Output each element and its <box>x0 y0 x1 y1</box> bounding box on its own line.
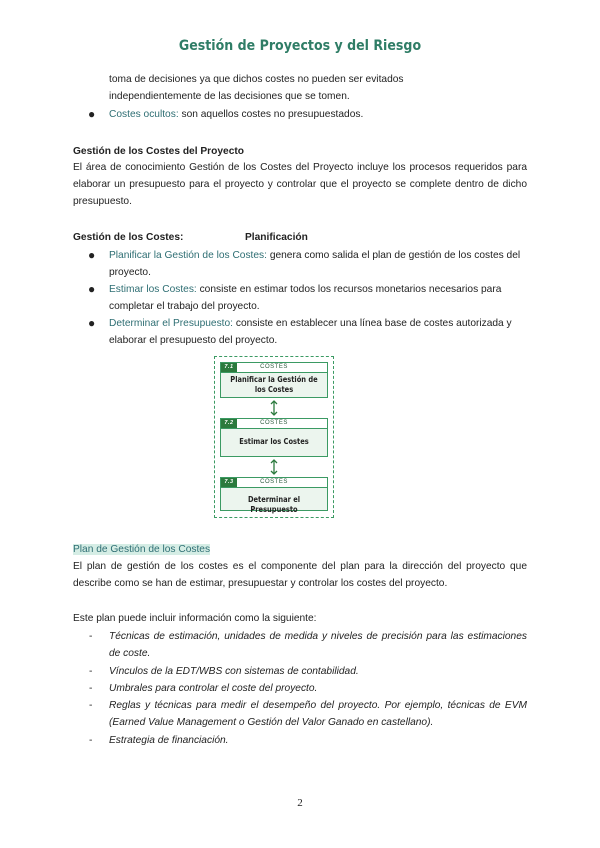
page-header-title: Gestión de Proyectos y del Riesgo <box>178 38 422 54</box>
term-label: Determinar el Presupuesto: <box>109 318 234 329</box>
process-area: COSTES <box>260 420 288 426</box>
process-name: Estimar los Costes <box>239 437 309 446</box>
term-description: consiste en estimar todos los recursos monetarios necesarios para completar el trabajo del proyecto. <box>109 284 502 312</box>
term-description: son aquellos costes no presupuestados. <box>178 109 364 120</box>
list-item-text: Técnicas de estimación, unidades de medida y niveles de precisión para las estimaciones de coste. <box>109 631 527 659</box>
term-label: Planificar la Gestión de los Costes: <box>109 250 267 261</box>
page-number: 2 <box>297 797 303 809</box>
dash-icon: - <box>89 631 93 642</box>
plan-section-intro: Este plan puede incluir información como la siguiente: <box>73 613 317 624</box>
section-heading-costs: Gestión de los Costes del Proyecto <box>73 146 244 157</box>
bullet-icon: ● <box>88 316 96 330</box>
process-box-7-1 <box>220 362 328 398</box>
list-item-text: Estrategia de financiación. <box>109 735 229 746</box>
dash-icon: - <box>89 666 93 677</box>
dash-icon: - <box>89 735 93 746</box>
planning-label: Gestión de los Costes: <box>73 232 184 243</box>
list-item-text: Umbrales para controlar el coste del proyecto. <box>109 683 318 694</box>
intro-continuation-line-1: toma de decisiones ya que dichos costes no pueden ser evitados <box>109 74 404 85</box>
process-area: COSTES <box>260 479 288 485</box>
term-label: Estimar los Costes: <box>109 284 197 295</box>
list-item-text: Vínculos de la EDT/WBS con sistemas de contabilidad. <box>109 666 359 677</box>
list-item-text: Reglas y técnicas para medir el desempeño del proyecto. Por ejemplo, técnicas de EVM (Earned Value Management o Gestión del Valor Ganado en castellano). <box>109 700 527 728</box>
process-number: 7.3 <box>221 478 237 487</box>
plan-section-paragraph: El plan de gestión de los costes es el componente del plan para la dirección del proyecto que describe como se han de estimar, presupuestar y controlar los costes del proyecto. <box>73 561 527 589</box>
process-name: Determinar el Presupuesto <box>247 495 301 514</box>
plan-section-heading-row <box>73 541 527 558</box>
process-number: 7.2 <box>221 419 237 428</box>
bullet-icon: ● <box>88 107 96 121</box>
process-box-7-3 <box>220 477 328 514</box>
term-label: Costes ocultos: <box>109 109 179 120</box>
arrow-down-icon <box>268 458 280 476</box>
cost-processes-diagram <box>214 356 334 518</box>
process-area: COSTES <box>260 364 288 370</box>
intro-continuation-line-2: independientemente de las decisiones que se tomen. <box>109 91 350 102</box>
plan-section-heading: Plan de Gestión de los Costes <box>73 544 211 555</box>
section-paragraph-costs: El área de conocimiento Gestión de los Costes del Proyecto incluye los procesos requeridos para elaborar un presupuesto para el proyecto y controlar que el proyecto se complete dentro de dicho presupuesto. <box>73 162 527 207</box>
dash-icon: - <box>89 700 93 711</box>
dash-icon: - <box>89 683 93 694</box>
arrow-down-icon <box>268 399 280 417</box>
bullet-icon: ● <box>88 282 96 296</box>
process-name: Planificar la Gestión de los Costes <box>230 375 318 394</box>
process-box-7-2 <box>220 418 328 457</box>
term-description: genera como salida el plan de gestión de los costes del proyecto. <box>109 250 521 278</box>
planning-phase: Planificación <box>245 232 308 243</box>
bullet-icon: ● <box>88 248 96 262</box>
planning-heading <box>73 229 527 246</box>
process-number: 7.1 <box>221 363 237 372</box>
term-description: consiste en establecer una línea base de costes autorizada y elaborar el presupuesto del proyecto. <box>109 318 512 346</box>
